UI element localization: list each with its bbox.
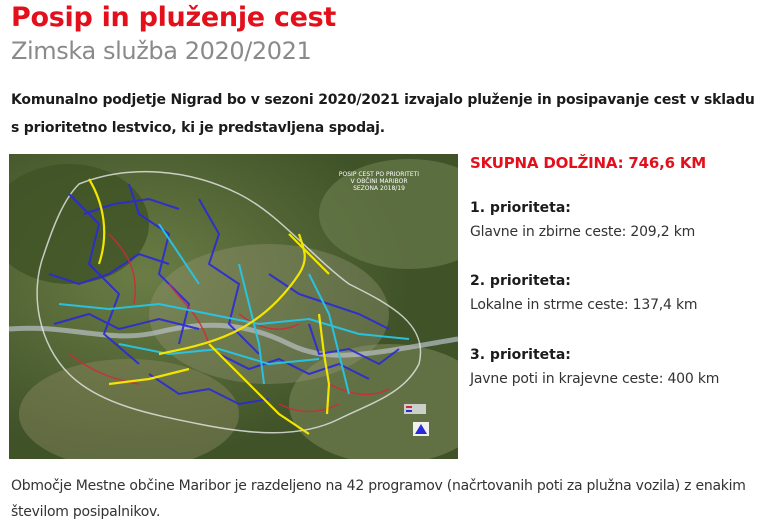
priority-1-block bbox=[470, 196, 760, 244]
priority-3-heading: 3. prioriteta: bbox=[470, 347, 571, 363]
priority-3-value: Javne poti in krajevne ceste: 400 km bbox=[470, 371, 720, 387]
page-title: Posip in pluženje cest bbox=[11, 2, 336, 33]
page-subtitle: Zimska služba 2020/2021 bbox=[11, 37, 312, 65]
map-title-line-1: POSIP CEST PO PRIORITETI bbox=[338, 171, 420, 178]
priority-3-block bbox=[470, 343, 760, 391]
total-length-label: SKUPNA DOLŽINA: 746,6 KM bbox=[470, 154, 707, 172]
intro-paragraph: Komunalno podjetje Nigrad bo v sezoni 2020/2021 izvajalo pluženje in posipavanje cest v skladu s prioritetno lestvico, ki je predstavljena spodaj. bbox=[11, 92, 755, 136]
priority-2-block bbox=[470, 269, 760, 317]
priority-2-value: Lokalne in strme ceste: 137,4 km bbox=[470, 297, 698, 313]
map-title-line-2: V OBČINI MARIBOR bbox=[350, 178, 408, 185]
footer-paragraph: Območje Mestne občine Maribor je razdeljeno na 42 programov (načrtovanih poti za plužna vozila) z enakim številom posipalnikov. bbox=[11, 478, 746, 520]
priority-1-value: Glavne in zbirne ceste: 209,2 km bbox=[470, 224, 696, 240]
map-title-line-3: SEZONA 2018/19 bbox=[353, 185, 405, 192]
priority-1-heading: 1. prioriteta: bbox=[470, 200, 571, 216]
priority-map-image bbox=[9, 154, 458, 459]
summary-panel bbox=[470, 150, 760, 387]
priority-2-heading: 2. prioriteta: bbox=[470, 273, 571, 289]
